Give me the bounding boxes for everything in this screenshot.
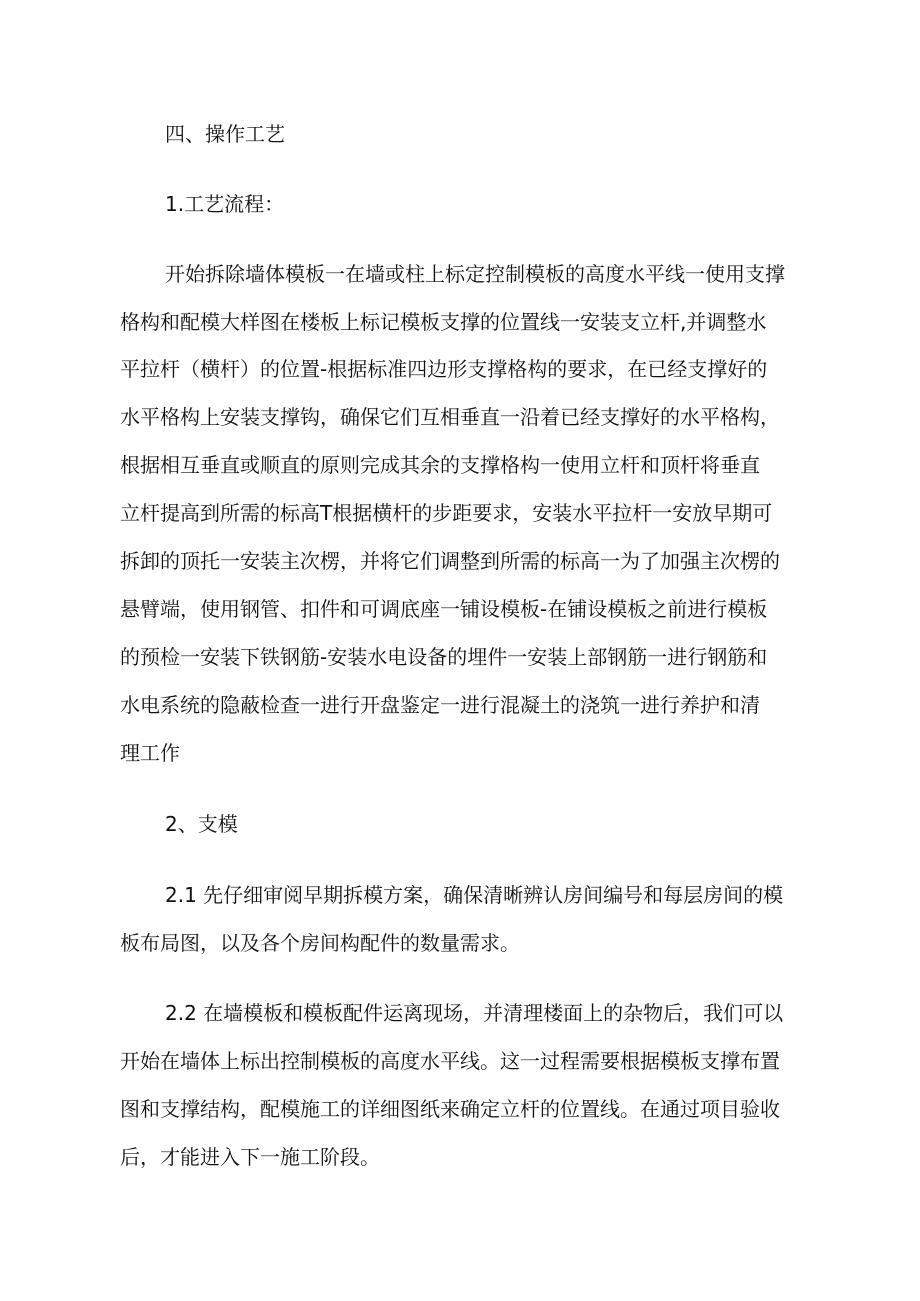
paragraph-line: 的预检一安装下铁钢筋-安装水电设备的埋件一安装上部钢筋一进行钢筋和 <box>120 645 768 669</box>
paragraph-line: 平拉杆（横杆）的位置-根据标准四边形支撑格构的要求，在已经支撑好的 <box>120 357 768 381</box>
paragraph-line: 理工作 <box>120 741 180 765</box>
subsection-title-process: 1.工艺流程： <box>165 192 285 216</box>
paragraph-line: 开始拆除墙体模板一在墙或柱上标定控制模板的高度水平线一使用支撑 <box>165 262 785 286</box>
paragraph-line: 图和支撑结构，配模施工的详细图纸来确定立杆的位置线。在通过项目验收 <box>120 1097 780 1121</box>
paragraph-line: 2.1 先仔细审阅早期拆模方案，确保清晰辨认房间编号和每层房间的模 <box>165 883 784 907</box>
paragraph-line: 格构和配模大样图在楼板上标记模板支撑的位置线一安装支立杆,并调整水 <box>120 310 767 334</box>
section-heading: 四、操作工艺 <box>165 122 285 146</box>
paragraph-line: 后，才能进入下一施工阶段。 <box>120 1145 380 1169</box>
paragraph-line: 悬臂端，使用钢管、扣件和可调底座一铺设模板-在铺设模板之前进行模板 <box>120 597 768 621</box>
subsection-title-formwork: 2、支模 <box>165 812 238 836</box>
paragraph-line: 板布局图，以及各个房间构配件的数量需求。 <box>120 931 520 955</box>
paragraph-line: 2.2 在墙模板和模板配件运离现场，并清理楼面上的杂物后，我们可以 <box>165 1001 784 1025</box>
paragraph-line: 水平格构上安装支撑钩，确保它们互相垂直一沿着已经支撑好的水平格构， <box>120 405 780 429</box>
paragraph-line: 立杆提高到所需的标高T根据横杆的步距要求，安装水平拉杆一安放早期可 <box>120 501 773 525</box>
paragraph-line: 拆卸的顶托一安装主次楞，并将它们调整到所需的标高一为了加强主次楞的 <box>120 549 780 573</box>
paragraph-line: 水电系统的隐蔽检查一进行开盘鉴定一进行混凝土的浇筑一进行养护和清 <box>120 693 760 717</box>
paragraph-line: 开始在墙体上标出控制模板的高度水平线。这一过程需要根据模板支撑布置 <box>120 1049 780 1073</box>
paragraph-line: 根据相互垂直或顺直的原则完成其余的支撑格构一使用立杆和顶杆将垂直 <box>120 453 760 477</box>
